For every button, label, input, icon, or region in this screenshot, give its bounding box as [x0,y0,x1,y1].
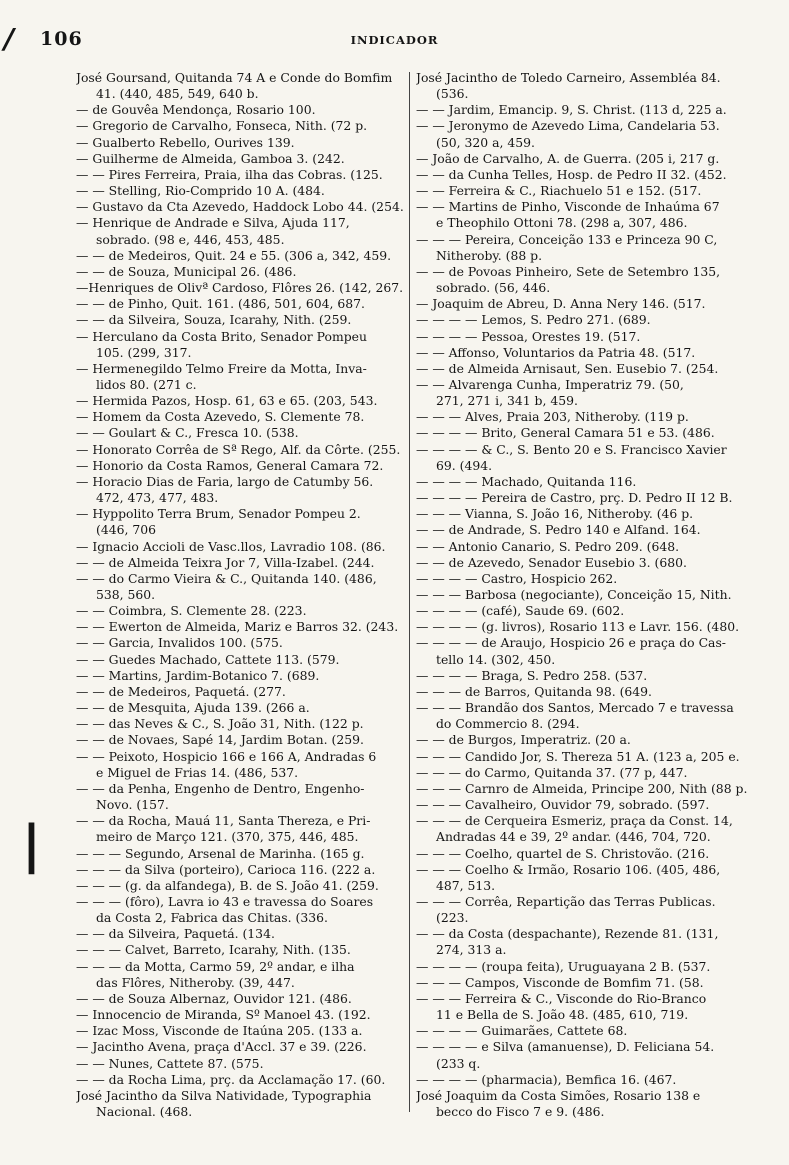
directory-entry-line: — — da Penha, Engenho de Dentro, Engenho- [76,780,365,796]
directory-entry-line: — — Coimbra, S. Clemente 28. (223. [76,603,307,619]
directory-entry-line: — — — Ferreira & C., Visconde do Rio-Branco [416,990,707,1006]
entry-continuation-line: da Costa 2, Fabrica das Chitas. (336. [96,910,328,926]
directory-entry-line: — — — — (pharmacia), Bemfica 16. (467. [416,1071,677,1087]
directory-entry-line: — — de Burgos, Imperatriz. (20 a. [416,732,631,748]
directory-entry-line: — — Antonio Canario, S. Pedro 209. (648. [416,538,680,554]
directory-entry-line: — — — Vianna, S. João 16, Nitheroby. (46 p. [416,506,694,522]
entry-continuation-line: 41. (440, 485, 549, 640 b. [96,86,259,102]
directory-entry-line: — — de Mesquita, Ajuda 139. (266 a. [76,700,310,716]
directory-entry-line: — Gualberto Rebello, Ourives 139. [76,134,295,150]
directory-entry-line: — — — Coelho, quartel de S. Christovão. (216. [416,845,710,861]
entry-continuation-line: 11 e Bella de S. João 48. (485, 610, 719. [436,1007,689,1023]
directory-entry-line: — — — (g. da alfandega), B. de S. João 41. (259. [76,877,379,893]
directory-entry-line: — — da Silveira, Souza, Icarahy, Nith. (259. [76,312,352,328]
directory-entry-line: — — — — Pessoa, Orestes 19. (517. [416,328,641,344]
directory-entry-line: — — — — & C., S. Bento 20 e S. Francisco Xavier [416,441,727,457]
directory-entry-line: — — — da Silva (porteiro), Carioca 116. (222 a. [76,861,376,877]
entry-continuation-line: meiro de Março 121. (370, 375, 446, 485. [96,829,359,845]
entry-continuation-line: sobrado. (56, 446. [436,280,551,296]
directory-entry-line: — — — — Pereira de Castro, prç. D. Pedro II 12 B. [416,490,733,506]
directory-entry-line: — Horacio Dias de Faria, largo de Catumby 56. [76,473,374,489]
entry-continuation-line: 274, 313 a. [436,942,507,958]
directory-entry-line: — — da Silveira, Paquetá. (134. [76,926,275,942]
entry-continuation-line: 271, 271 i, 341 b, 459. [436,393,578,409]
entry-continuation-line: becco do Fisco 7 e 9. (486. [436,1104,605,1119]
directory-entry-line: — Innocencio de Miranda, Sº Manoel 43. (192. [76,1007,371,1023]
directory-entry-line: — — de Almeida Arnisaut, Sen. Eusebio 7. (254. [416,360,719,376]
directory-entry-line: — Ignacio Accioli de Vasc.llos, Lavradio 108. (86. [76,538,386,554]
directory-entry-line: — Guilherme de Almeida, Gamboa 3. (242. [76,150,345,166]
directory-entry-line: — — da Rocha Lima, prç. da Acclamação 17. (60. [76,1071,386,1087]
entry-continuation-line: (50, 320 a, 459. [436,134,535,150]
entry-continuation-line: tello 14. (302, 450. [436,651,556,667]
directory-entry-line: — — — — Brito, General Camara 51 e 53. (486. [416,425,715,441]
directory-entry-line: — — Stelling, Rio-Comprido 10 A. (484. [76,183,325,199]
directory-entry-line: — — da Costa (despachante), Rezende 81. (131, [416,926,719,942]
directory-entry-line: — — Peixoto, Hospicio 166 e 166 A, Andradas 6 [76,748,377,764]
directory-entry-line: — — de Medeiros, Paquetá. (277. [76,683,286,699]
directory-entry-line: — Gregorio de Carvalho, Fonseca, Nith. (72 p. [76,118,368,134]
directory-entry-line: — — — — (roupa feita), Uruguayana 2 B. (537. [416,958,711,974]
directory-entry-line: — — — — e Silva (amanuense), D. Feliciana 54. [416,1039,715,1055]
directory-entry-line: — — — Segundo, Arsenal de Marinha. (165 g. [76,845,365,861]
directory-entry-line: — Jacintho Avena, praça d'Accl. 37 e 39. (226. [76,1039,367,1055]
directory-entry-line: — — — Candido Jor, S. Thereza 51 A. (123 a, 205 e. [416,748,740,764]
directory-entry-line: — — Nunes, Cattete 87. (575. [76,1055,264,1071]
entry-continuation-line: Nitheroby. (88 p. [436,247,543,263]
directory-entry-line: — — — Carnro de Almeida, Principe 200, Nith (88 p. [416,780,748,796]
running-header: INDICADOR [350,33,439,47]
entry-continuation-line: (223. [436,910,469,926]
entry-continuation-line: 538, 560. [96,587,156,602]
directory-entry-line: — — de Souza, Municipal 26. (486. [76,263,297,279]
directory-entry-line: — — — — Machado, Quitanda 116. [416,473,637,489]
directory-entry-line: — — da Cunha Telles, Hosp. de Pedro II 32. (452. [416,166,727,182]
directory-entry-line: — — Goulart & C., Fresca 10. (538. [76,425,299,441]
directory-entry-line: — João de Carvalho, A. de Guerra. (205 i, 217 g. [416,150,720,166]
directory-entry-line: — — — — de Araujo, Hospicio 26 e praça do Cas- [416,635,726,651]
entry-continuation-line: Novo. (157. [96,797,169,813]
entry-continuation-line: e Theophilo Ottoni 78. (298 a, 307, 486. [436,215,688,231]
directory-entry-line: — — — Cavalheiro, Ouvidor 79, sobrado. (597. [416,797,710,813]
directory-entry-line: — — — — (g. livros), Rosario 113 e Lavr. 156. (480. [416,619,740,635]
directory-entry-line: — — Garcia, Invalidos 100. (575. [76,635,283,651]
directory-entry-line: — — — Alves, Praia 203, Nitheroby. (119 p. [416,409,689,425]
directory-entry-line: — Joaquim de Abreu, D. Anna Nery 146. (517. [416,296,706,312]
entry-continuation-line: 105. (299, 317. [96,344,192,360]
entry-continuation-line: das Flôres, Nitheroby. (39, 447. [96,974,295,990]
directory-entry-line: — — — da Motta, Carmo 59, 2º andar, e ilha [76,958,355,974]
directory-entry-line: José Goursand, Quitanda 74 A e Conde do Bomfim [76,70,393,85]
directory-entry-line: — Honorato Corrêa de Sª Rego, Alf. da Côrte. (255. [76,441,401,457]
entry-continuation-line: sobrado. (98 e, 446, 453, 485. [96,231,285,247]
directory-entry-line: — — — (fôro), Lavra io 43 e travessa do Soares [76,893,374,909]
directory-entry-line: —Henriques de Olivª Cardoso, Flôres 26. (142, 267. [76,280,404,296]
margin-mark-top: / [4,22,15,55]
directory-entry-line: — Hermenegildo Telmo Freire da Motta, Inva- [76,360,367,376]
directory-entry-line: — — — Barbosa (negociante), Conceição 15, Nith. [416,587,732,602]
directory-entry-line: — — das Neves & C., S. João 31, Nith. (122 p. [76,716,364,732]
directory-entry-line: — Hyppolito Terra Brum, Senador Pompeu 2. [76,506,361,522]
directory-entry-line: — — — Corrêa, Repartição das Terras Publicas. [416,893,716,909]
directory-entry-line: — — Jardim, Emancip. 9, S. Christ. (113 d, 225 a. [416,102,727,118]
directory-entry-line: — — Ewerton de Almeida, Mariz e Barros 32. (243. [76,619,399,635]
directory-entry-line: — — de Pinho, Quit. 161. (486, 501, 604, 687. [76,296,365,312]
directory-entry-line: — — — — Braga, S. Pedro 258. (537. [416,667,648,683]
entry-continuation-line: 472, 473, 477, 483. [96,490,219,506]
entry-continuation-line: Andradas 44 e 39, 2º andar. (446, 704, 720. [436,829,711,845]
entry-continuation-line: 487, 513. [436,877,496,893]
directory-entry-line: — Gustavo da Cta Azevedo, Haddock Lobo 44. (254. [76,199,404,215]
directory-entry-line: — — Guedes Machado, Cattete 113. (579. [76,651,340,667]
directory-entry-line: — — de Azevedo, Senador Eusebio 3. (680. [416,554,687,570]
directory-entry-line: José Jacintho da Silva Natividade, Typographia [76,1087,372,1103]
directory-entry-line: — — de Povoas Pinheiro, Sete de Setembro 135, [416,263,721,279]
directory-entry-line: — Herculano da Costa Brito, Senador Pompeu [76,328,367,344]
directory-entry-line: — — — — (café), Saude 69. (602. [416,603,625,619]
entry-continuation-line: (233 q. [436,1055,481,1071]
entry-continuation-line: (536. [436,86,469,102]
directory-entry-line: — — — de Barros, Quitanda 98. (649. [416,683,652,699]
directory-entry-line: — — — — Guimarães, Cattete 68. [416,1023,628,1039]
entry-continuation-line: Nacional. (468. [96,1104,193,1119]
directory-entry-line: — — — Brandão dos Santos, Mercado 7 e travessa [416,700,734,716]
entry-continuation-line: 69. (494. [436,457,493,473]
directory-entry-line: — — — — Castro, Hospicio 262. [416,570,618,586]
directory-entry-line: — — — Pereira, Conceição 133 e Princeza 90 C, [416,231,718,247]
directory-entry-line: — — Martins, Jardim-Botanico 7. (689. [76,667,320,683]
left-column [76,70,410,1120]
directory-entry-line: — — — — Lemos, S. Pedro 271. (689. [416,312,651,328]
directory-entry-line: — — Jeronymo de Azevedo Lima, Candelaria 53. [416,118,720,134]
directory-entry-line: — — do Carmo Vieira & C., Quitanda 140. (486, [76,570,377,586]
directory-entry-line: — Hermida Pazos, Hosp. 61, 63 e 65. (203, 543. [76,393,378,409]
directory-entry-line: — Homem da Costa Azevedo, S. Clemente 78. [76,409,365,425]
directory-entry-line: — — Ferreira & C., Riachuelo 51 e 152. (517. [416,183,702,199]
directory-entry-line: — — de Almeida Teixra Jor 7, Villa-Izabel. (244. [76,554,375,570]
directory-entry-line: — — — Campos, Visconde de Bomfim 71. (58. [416,974,704,990]
directory-entry-line: — — Pires Ferreira, Praia, ilha das Cobras. (125. [76,166,383,182]
entry-continuation-line: do Commercio 8. (294. [436,716,580,732]
directory-entry-line: — — — Calvet, Barreto, Icarahy, Nith. (135. [76,942,351,958]
directory-entry-line: — — Affonso, Voluntarios da Patria 48. (517. [416,344,696,360]
entry-continuation-line: (446, 706 [96,522,157,538]
directory-entry-line: — — da Rocha, Mauá 11, Santa Thereza, e Pri- [76,813,371,829]
directory-entry-line: — — de Medeiros, Quit. 24 e 55. (306 a, 342, 459. [76,247,392,263]
directory-entry-line: — — — de Cerqueira Esmeriz, praça da Const. 14, [416,813,733,829]
entry-continuation-line: lidos 80. (271 c. [96,376,197,392]
directory-entry-line: — — — Coelho & Irmão, Rosario 106. (405, 486, [416,861,721,877]
directory-entry-line: — Honorio da Costa Ramos, General Camara 72. [76,457,384,473]
margin-mark-side: | [22,815,41,875]
directory-entry-line: — — de Novaes, Sapé 14, Jardim Botan. (259. [76,732,364,748]
directory-entry-line: José Joaquim da Costa Simões, Rosario 138 e [416,1087,701,1103]
directory-entry-line: — — de Andrade, S. Pedro 140 e Alfand. 164. [416,522,701,538]
directory-entry-line: — — — do Carmo, Quitanda 37. (77 p, 447. [416,764,688,780]
right-column [416,70,750,1120]
directory-entry-line: — Henrique de Andrade e Silva, Ajuda 117, [76,215,350,231]
directory-entry-line: — de Gouvêa Mendonça, Rosario 100. [76,102,316,118]
directory-entry-line: José Jacintho de Toledo Carneiro, Assembléa 84. [416,70,721,85]
page-number: 106 [40,28,83,50]
directory-entry-line: — — Alvarenga Cunha, Imperatriz 79. (50, [416,376,684,392]
directory-entry-line: — — Martins de Pinho, Visconde de Inhaúma 67 [416,199,720,215]
directory-entry-line: — — de Souza Albernaz, Ouvidor 121. (486. [76,990,352,1006]
directory-entry-line: — Izac Moss, Visconde de Itaúna 205. (133 a. [76,1023,363,1039]
entry-continuation-line: e Miguel de Frias 14. (486, 537. [96,764,299,780]
